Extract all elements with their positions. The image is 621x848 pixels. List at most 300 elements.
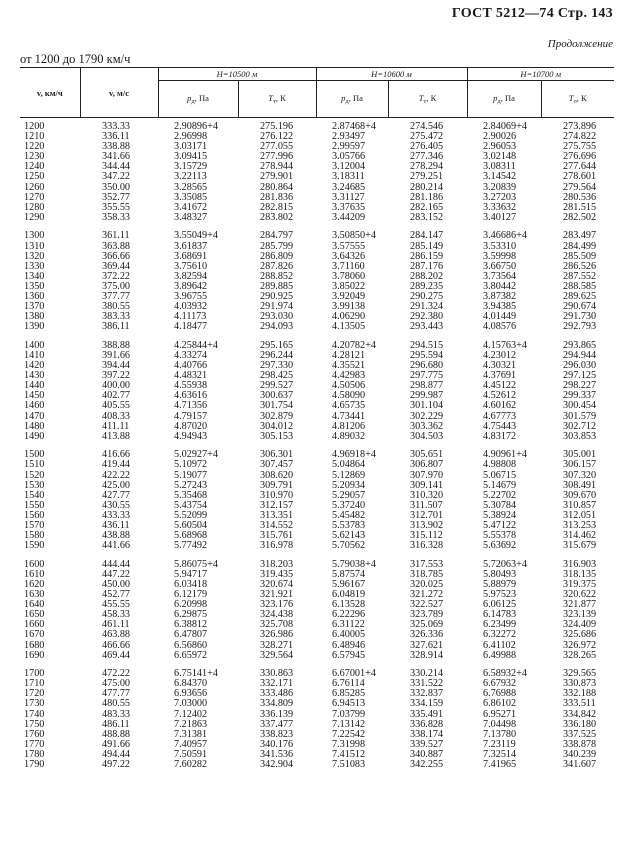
cell-temp-1: 279.901 bbox=[260, 171, 294, 183]
cell-temp-1: 314.552 bbox=[260, 519, 294, 531]
cell-temp-2: 338.174 bbox=[410, 728, 444, 740]
cell-temp-3: 292.793 bbox=[563, 321, 597, 333]
cell-temp-3: 278.601 bbox=[563, 171, 597, 183]
cell-v-ms: 436.11 bbox=[102, 519, 130, 531]
cell-pressure-3: 6.23499 bbox=[483, 619, 517, 631]
cell-temp-2: 302.229 bbox=[410, 410, 444, 422]
cell-temp-1: 276.122 bbox=[260, 131, 294, 143]
cell-v-kmh: 1590 bbox=[24, 540, 45, 552]
cell-pressure-1: 5.60504 bbox=[174, 519, 208, 531]
cell-pressure-3: 7.23119 bbox=[483, 738, 516, 750]
cell-pressure-2: 5.87574 bbox=[332, 568, 366, 580]
cell-pressure-1: 7.31381 bbox=[174, 728, 208, 740]
cell-pressure-2: 4.58090 bbox=[332, 390, 366, 402]
cell-pressure-1: 6.20998 bbox=[174, 599, 208, 611]
col-header-altitude-2: H=10600 м bbox=[316, 68, 467, 81]
cell-pressure-1: 6.47807 bbox=[174, 629, 208, 641]
cell-pressure-2: 6.57945 bbox=[332, 649, 366, 661]
cell-pressure-2: 4.65735 bbox=[332, 400, 366, 412]
cell-temp-1: 336.139 bbox=[260, 708, 294, 720]
cell-temp-3: 308.491 bbox=[563, 479, 597, 491]
cell-pressure-1: 5.94717 bbox=[174, 568, 208, 580]
cell-v-kmh: 1400 bbox=[24, 339, 45, 351]
cell-temp-3: 296.030 bbox=[563, 360, 597, 372]
cell-v-ms: 394.44 bbox=[102, 360, 131, 372]
cell-v-kmh: 1500 bbox=[24, 449, 45, 461]
cell-pressure-2: 6.04819 bbox=[332, 589, 366, 601]
cell-temp-3: 299.337 bbox=[563, 390, 597, 402]
cell-temp-2: 277.346 bbox=[410, 151, 444, 163]
speed-range-title: от 1200 до 1790 км/ч bbox=[20, 52, 131, 66]
cell-pressure-1: 2.90896+4 bbox=[174, 121, 218, 132]
cell-temp-1: 308.620 bbox=[260, 469, 294, 481]
cell-v-ms: 402.77 bbox=[102, 390, 131, 402]
cell-temp-2: 295.594 bbox=[410, 349, 444, 361]
cell-pressure-1: 3.89642 bbox=[174, 280, 208, 292]
cell-temp-3: 309.670 bbox=[563, 489, 597, 501]
cell-v-ms: 488.88 bbox=[102, 728, 131, 740]
cell-temp-1: 305.153 bbox=[260, 430, 294, 442]
cell-temp-2: 296.680 bbox=[410, 360, 444, 372]
cell-temp-3: 313.253 bbox=[563, 519, 597, 531]
cell-temp-1: 283.802 bbox=[260, 211, 294, 223]
cell-temp-3: 320.622 bbox=[563, 589, 597, 601]
cell-temp-3: 338.878 bbox=[563, 738, 597, 750]
cell-v-ms: 425.00 bbox=[102, 479, 131, 491]
cell-pressure-1: 4.11173 bbox=[174, 311, 207, 323]
table-row bbox=[20, 460, 614, 470]
cell-temp-2: 340.887 bbox=[410, 748, 444, 760]
cell-pressure-2: 3.78060 bbox=[332, 270, 366, 282]
cell-v-ms: 380.55 bbox=[102, 301, 131, 313]
atmosphere-table bbox=[20, 67, 614, 770]
cell-v-kmh: 1390 bbox=[24, 321, 45, 333]
cell-temp-3: 293.865 bbox=[563, 339, 597, 351]
cell-temp-2: 274.546 bbox=[410, 121, 444, 132]
cell-pressure-3: 4.60162 bbox=[483, 400, 517, 412]
cell-pressure-1: 4.18477 bbox=[174, 321, 208, 333]
cell-pressure-1: 3.75610 bbox=[174, 260, 208, 272]
cell-pressure-2: 3.24685 bbox=[332, 181, 366, 193]
cell-pressure-1: 3.55049+4 bbox=[174, 230, 218, 242]
cell-pressure-1: 7.03000 bbox=[174, 698, 208, 710]
cell-temp-1: 309.791 bbox=[260, 479, 294, 491]
cell-temp-1: 323.176 bbox=[260, 599, 294, 611]
cell-temp-2: 279.251 bbox=[410, 171, 444, 183]
cell-temp-2: 328.914 bbox=[410, 649, 444, 661]
cell-pressure-2: 5.53783 bbox=[332, 519, 366, 531]
cell-temp-3: 275.755 bbox=[563, 141, 597, 153]
cell-pressure-2: 7.41512 bbox=[332, 748, 366, 760]
cell-pressure-3: 6.49988 bbox=[483, 649, 517, 661]
cell-v-ms: 477.77 bbox=[102, 688, 131, 700]
cell-temp-1: 341.536 bbox=[260, 748, 294, 760]
cell-temp-2: 276.405 bbox=[410, 141, 444, 153]
cell-pressure-3: 6.67932 bbox=[483, 678, 517, 690]
page-header: ГОСТ 5212—74 Стр. 143 bbox=[451, 6, 613, 21]
cell-temp-1: 337.477 bbox=[260, 718, 294, 730]
cell-temp-3: 290.674 bbox=[563, 301, 597, 313]
cell-temp-3: 273.896 bbox=[563, 121, 597, 132]
cell-v-ms: 430.55 bbox=[102, 499, 131, 511]
cell-temp-1: 278.944 bbox=[260, 161, 294, 173]
cell-temp-1: 277.996 bbox=[260, 151, 294, 163]
cell-temp-3: 334.842 bbox=[563, 708, 597, 720]
cell-v-kmh: 1620 bbox=[24, 578, 45, 590]
cell-v-kmh: 1340 bbox=[24, 270, 45, 282]
cell-v-ms: 333.33 bbox=[102, 121, 131, 132]
cell-pressure-1: 3.28565 bbox=[174, 181, 208, 193]
cell-v-kmh: 1700 bbox=[24, 668, 45, 680]
cell-pressure-1: 5.10972 bbox=[174, 459, 208, 471]
table-row bbox=[20, 322, 614, 332]
cell-temp-2: 326.336 bbox=[410, 629, 444, 641]
col-header-v-kmh: v, км/ч bbox=[20, 68, 80, 118]
cell-temp-1: 287.826 bbox=[260, 260, 294, 272]
cell-pressure-3: 5.14679 bbox=[483, 479, 517, 491]
cell-pressure-3: 5.06715 bbox=[483, 469, 517, 481]
cell-v-kmh: 1440 bbox=[24, 380, 45, 392]
cell-temp-1: 332.171 bbox=[260, 678, 294, 690]
cell-temp-3: 316.903 bbox=[563, 558, 597, 570]
cell-pressure-2: 3.18311 bbox=[332, 171, 365, 183]
cell-pressure-1: 6.75141+4 bbox=[174, 668, 218, 680]
cell-temp-3: 324.409 bbox=[563, 619, 597, 631]
cell-pressure-1: 3.48327 bbox=[174, 211, 208, 223]
cell-temp-1: 293.030 bbox=[260, 311, 294, 323]
cell-temp-2: 311.507 bbox=[410, 499, 443, 511]
cell-temp-2: 306.807 bbox=[410, 459, 444, 471]
cell-temp-1: 277.055 bbox=[260, 141, 294, 153]
cell-temp-2: 286.159 bbox=[410, 250, 444, 262]
cell-v-kmh: 1750 bbox=[24, 718, 45, 730]
cell-v-kmh: 1460 bbox=[24, 400, 45, 412]
cell-pressure-3: 5.63692 bbox=[483, 540, 517, 552]
cell-v-kmh: 1260 bbox=[24, 181, 45, 193]
cell-pressure-2: 3.44209 bbox=[332, 211, 366, 223]
cell-temp-3: 330.873 bbox=[563, 678, 597, 690]
cell-v-kmh: 1420 bbox=[24, 360, 45, 372]
cell-temp-3: 318.135 bbox=[563, 568, 597, 580]
cell-temp-3: 326.972 bbox=[563, 639, 597, 651]
cell-v-ms: 461.11 bbox=[102, 619, 130, 631]
cell-v-ms: 491.66 bbox=[102, 738, 131, 750]
cell-pressure-3: 3.80442 bbox=[483, 280, 517, 292]
cell-temp-3: 302.712 bbox=[563, 420, 597, 432]
cell-temp-3: 329.565 bbox=[563, 668, 597, 680]
cell-v-ms: 450.00 bbox=[102, 578, 131, 590]
cell-pressure-1: 6.93656 bbox=[174, 688, 208, 700]
cell-pressure-3: 7.04498 bbox=[483, 718, 517, 730]
cell-v-ms: 405.55 bbox=[102, 400, 131, 412]
cell-temp-2: 336.828 bbox=[410, 718, 444, 730]
cell-v-kmh: 1740 bbox=[24, 708, 45, 720]
cell-temp-1: 330.863 bbox=[260, 668, 294, 680]
cell-v-kmh: 1690 bbox=[24, 649, 45, 661]
table-row bbox=[20, 432, 614, 442]
table-row bbox=[20, 630, 614, 640]
cell-v-kmh: 1680 bbox=[24, 639, 45, 651]
cell-v-kmh: 1560 bbox=[24, 509, 45, 521]
cell-pressure-1: 5.43754 bbox=[174, 499, 208, 511]
cell-v-ms: 463.88 bbox=[102, 629, 131, 641]
cell-pressure-3: 3.66750 bbox=[483, 260, 517, 272]
cell-pressure-2: 4.81206 bbox=[332, 420, 366, 432]
cell-pressure-1: 3.82594 bbox=[174, 270, 208, 282]
continuation-label: Продолжение bbox=[547, 38, 613, 50]
cell-v-ms: 419.44 bbox=[102, 459, 131, 471]
cell-pressure-2: 3.99138 bbox=[332, 301, 366, 313]
cell-temp-2: 278.294 bbox=[410, 161, 444, 173]
cell-temp-1: 302.879 bbox=[260, 410, 294, 422]
cell-temp-2: 281.186 bbox=[410, 191, 444, 203]
cell-temp-3: 300.454 bbox=[563, 400, 597, 412]
cell-temp-1: 326.986 bbox=[260, 629, 294, 641]
cell-v-ms: 366.66 bbox=[102, 250, 131, 262]
cell-v-ms: 486.11 bbox=[102, 718, 130, 730]
cell-pressure-3: 5.38924 bbox=[483, 509, 517, 521]
cell-v-kmh: 1580 bbox=[24, 530, 45, 542]
cell-temp-1: 281.836 bbox=[260, 191, 294, 203]
cell-temp-2: 285.149 bbox=[410, 240, 444, 252]
cell-v-kmh: 1470 bbox=[24, 410, 45, 422]
cell-pressure-3: 4.98808 bbox=[483, 459, 517, 471]
cell-pressure-1: 3.03171 bbox=[174, 141, 208, 153]
cell-pressure-1: 4.79157 bbox=[174, 410, 208, 422]
cell-v-kmh: 1210 bbox=[24, 131, 45, 143]
cell-pressure-1: 5.68968 bbox=[174, 530, 208, 542]
col-header-temp-2: $T_т$, К bbox=[388, 81, 467, 118]
cell-temp-3: 301.579 bbox=[563, 410, 597, 422]
table-body bbox=[20, 118, 614, 771]
cell-pressure-1: 5.02927+4 bbox=[174, 449, 218, 461]
cell-pressure-2: 5.79038+4 bbox=[332, 558, 376, 570]
cell-pressure-3: 6.06125 bbox=[483, 599, 517, 611]
table-row bbox=[20, 213, 614, 223]
cell-pressure-1: 4.03932 bbox=[174, 301, 208, 313]
cell-temp-3: 336.180 bbox=[563, 718, 597, 730]
cell-v-ms: 363.88 bbox=[102, 240, 131, 252]
cell-temp-1: 284.797 bbox=[260, 230, 294, 242]
cell-v-ms: 497.22 bbox=[102, 759, 131, 771]
cell-pressure-3: 3.14542 bbox=[483, 171, 517, 183]
cell-temp-3: 289.625 bbox=[563, 291, 597, 302]
cell-pressure-1: 4.55938 bbox=[174, 380, 208, 392]
cell-pressure-1: 6.56860 bbox=[174, 639, 208, 651]
cell-pressure-1: 4.87020 bbox=[174, 420, 208, 432]
cell-pressure-2: 4.73441 bbox=[332, 410, 366, 422]
cell-pressure-1: 2.96998 bbox=[174, 131, 208, 143]
cell-pressure-1: 6.29875 bbox=[174, 609, 208, 621]
cell-temp-1: 306.301 bbox=[260, 449, 294, 461]
cell-pressure-2: 4.06290 bbox=[332, 311, 366, 323]
cell-v-kmh: 1240 bbox=[24, 161, 45, 173]
cell-v-ms: 494.44 bbox=[102, 748, 131, 760]
cell-pressure-1: 7.40957 bbox=[174, 738, 208, 750]
cell-pressure-3: 4.37691 bbox=[483, 370, 517, 382]
cell-pressure-3: 5.72063+4 bbox=[483, 558, 527, 570]
cell-temp-1: 288.852 bbox=[260, 270, 294, 282]
cell-v-ms: 386.11 bbox=[102, 321, 130, 333]
cell-v-ms: 375.00 bbox=[102, 280, 131, 292]
cell-temp-1: 291.974 bbox=[260, 301, 294, 313]
cell-temp-2: 342.255 bbox=[410, 759, 444, 771]
cell-v-ms: 427.77 bbox=[102, 489, 131, 501]
cell-v-kmh: 1350 bbox=[24, 280, 45, 292]
cell-pressure-2: 5.96167 bbox=[332, 578, 366, 590]
cell-v-kmh: 1600 bbox=[24, 558, 45, 570]
cell-temp-3: 283.497 bbox=[563, 230, 597, 242]
cell-temp-1: 318.203 bbox=[260, 558, 294, 570]
cell-temp-2: 330.214 bbox=[410, 668, 444, 680]
cell-temp-3: 282.502 bbox=[563, 211, 597, 223]
cell-temp-1: 295.165 bbox=[260, 339, 294, 351]
cell-v-ms: 388.88 bbox=[102, 339, 131, 351]
cell-temp-3: 280.536 bbox=[563, 191, 597, 203]
cell-pressure-2: 3.57555 bbox=[332, 240, 366, 252]
cell-pressure-1: 4.33274 bbox=[174, 349, 208, 361]
cell-v-ms: 447.22 bbox=[102, 568, 131, 580]
cell-pressure-1: 6.38812 bbox=[174, 619, 208, 631]
cell-pressure-3: 3.02148 bbox=[483, 151, 517, 163]
cell-temp-2: 294.515 bbox=[410, 339, 444, 351]
cell-temp-3: 287.552 bbox=[563, 270, 597, 282]
cell-pressure-1: 5.19077 bbox=[174, 469, 208, 481]
cell-v-ms: 455.55 bbox=[102, 599, 131, 611]
cell-v-ms: 458.33 bbox=[102, 609, 131, 621]
cell-pressure-2: 3.92049 bbox=[332, 291, 366, 302]
cell-v-ms: 469.44 bbox=[102, 649, 131, 661]
cell-pressure-3: 2.90026 bbox=[483, 131, 517, 143]
cell-temp-1: 329.564 bbox=[260, 649, 294, 661]
cell-v-ms: 358.33 bbox=[102, 211, 131, 223]
cell-v-kmh: 1310 bbox=[24, 240, 45, 252]
cell-pressure-1: 6.12179 bbox=[174, 589, 208, 601]
cell-pressure-1: 3.41672 bbox=[174, 201, 208, 213]
cell-v-kmh: 1790 bbox=[24, 759, 45, 771]
cell-temp-2: 280.214 bbox=[410, 181, 444, 193]
cell-v-ms: 350.00 bbox=[102, 181, 131, 193]
cell-pressure-1: 4.71356 bbox=[174, 400, 208, 412]
cell-v-kmh: 1370 bbox=[24, 301, 45, 313]
cell-temp-2: 323.789 bbox=[410, 609, 444, 621]
cell-temp-2: 301.104 bbox=[410, 400, 444, 412]
cell-pressure-2: 4.42983 bbox=[332, 370, 366, 382]
cell-v-kmh: 1510 bbox=[24, 459, 45, 471]
cell-pressure-2: 7.13142 bbox=[332, 718, 366, 730]
cell-temp-3: 323.139 bbox=[563, 609, 597, 621]
cell-temp-1: 280.864 bbox=[260, 181, 294, 193]
cell-pressure-2: 3.37635 bbox=[332, 201, 366, 213]
cell-pressure-3: 5.55378 bbox=[483, 530, 517, 542]
cell-pressure-1: 3.61837 bbox=[174, 240, 208, 252]
cell-pressure-3: 6.86102 bbox=[483, 698, 517, 710]
cell-pressure-1: 4.63616 bbox=[174, 390, 208, 402]
cell-pressure-2: 2.93497 bbox=[332, 131, 366, 143]
cell-pressure-2: 4.50506 bbox=[332, 380, 366, 392]
cell-temp-2: 304.503 bbox=[410, 430, 444, 442]
cell-pressure-1: 4.94943 bbox=[174, 430, 208, 442]
cell-temp-2: 305.651 bbox=[410, 449, 444, 461]
cell-pressure-3: 3.94385 bbox=[483, 301, 517, 313]
cell-v-ms: 336.11 bbox=[102, 131, 130, 143]
cell-temp-2: 293.443 bbox=[410, 321, 444, 333]
cell-v-kmh: 1430 bbox=[24, 370, 45, 382]
cell-v-ms: 480.55 bbox=[102, 698, 131, 710]
cell-temp-1: 312.157 bbox=[260, 499, 294, 511]
table-row bbox=[20, 541, 614, 551]
cell-temp-2: 287.176 bbox=[410, 260, 444, 272]
cell-temp-3: 277.644 bbox=[563, 161, 597, 173]
cell-temp-2: 315.112 bbox=[410, 530, 443, 542]
cell-pressure-2: 5.62143 bbox=[332, 530, 366, 542]
cell-temp-1: 342.904 bbox=[260, 759, 294, 771]
cell-temp-2: 307.970 bbox=[410, 469, 444, 481]
cell-pressure-3: 3.46686+4 bbox=[483, 230, 527, 242]
cell-pressure-1: 7.50591 bbox=[174, 748, 208, 760]
cell-v-ms: 475.00 bbox=[102, 678, 131, 690]
cell-pressure-3: 3.08311 bbox=[483, 161, 516, 173]
cell-temp-2: 320.025 bbox=[410, 578, 444, 590]
cell-pressure-1: 5.77492 bbox=[174, 540, 208, 552]
cell-temp-2: 334.159 bbox=[410, 698, 444, 710]
cell-pressure-2: 5.37240 bbox=[332, 499, 366, 511]
cell-temp-3: 312.051 bbox=[563, 509, 597, 521]
cell-temp-1: 340.176 bbox=[260, 738, 294, 750]
cell-temp-2: 275.472 bbox=[410, 131, 444, 143]
cell-pressure-1: 3.68691 bbox=[174, 250, 208, 262]
cell-temp-1: 282.815 bbox=[260, 201, 294, 213]
cell-temp-2: 339.527 bbox=[410, 738, 444, 750]
cell-v-ms: 466.66 bbox=[102, 639, 131, 651]
cell-pressure-3: 7.13780 bbox=[483, 728, 517, 740]
cell-temp-1: 286.809 bbox=[260, 250, 294, 262]
cell-temp-1: 301.754 bbox=[260, 400, 294, 412]
cell-temp-1: 315.761 bbox=[260, 530, 294, 542]
cell-temp-1: 333.486 bbox=[260, 688, 294, 700]
cell-pressure-1: 6.84370 bbox=[174, 678, 208, 690]
cell-v-kmh: 1290 bbox=[24, 211, 45, 223]
cell-pressure-1: 3.09415 bbox=[174, 151, 208, 163]
cell-temp-1: 319.435 bbox=[260, 568, 294, 580]
cell-v-kmh: 1230 bbox=[24, 151, 45, 163]
cell-pressure-2: 7.22542 bbox=[332, 728, 366, 740]
cell-temp-3: 284.499 bbox=[563, 240, 597, 252]
cell-v-ms: 400.00 bbox=[102, 380, 131, 392]
cell-pressure-2: 6.67001+4 bbox=[332, 668, 376, 680]
cell-v-kmh: 1780 bbox=[24, 748, 45, 760]
cell-pressure-3: 4.90961+4 bbox=[483, 449, 527, 461]
cell-temp-2: 297.775 bbox=[410, 370, 444, 382]
cell-temp-3: 297.125 bbox=[563, 370, 597, 382]
cell-v-ms: 377.77 bbox=[102, 291, 131, 302]
cell-pressure-2: 3.64326 bbox=[332, 250, 366, 262]
cell-v-ms: 422.22 bbox=[102, 469, 131, 481]
cell-v-kmh: 1660 bbox=[24, 619, 45, 631]
cell-temp-3: 337.525 bbox=[563, 728, 597, 740]
cell-temp-2: 288.202 bbox=[410, 270, 444, 282]
cell-temp-2: 327.621 bbox=[410, 639, 444, 651]
cell-temp-3: 315.679 bbox=[563, 540, 597, 552]
cell-pressure-2: 5.20934 bbox=[332, 479, 366, 491]
cell-pressure-2: 7.03799 bbox=[332, 708, 366, 720]
cell-pressure-2: 6.13528 bbox=[332, 599, 366, 611]
cell-v-ms: 338.88 bbox=[102, 141, 131, 153]
cell-pressure-1: 5.52099 bbox=[174, 509, 208, 521]
cell-pressure-3: 6.58932+4 bbox=[483, 668, 527, 680]
cell-v-ms: 413.88 bbox=[102, 430, 131, 442]
cell-temp-3: 321.877 bbox=[563, 599, 597, 611]
